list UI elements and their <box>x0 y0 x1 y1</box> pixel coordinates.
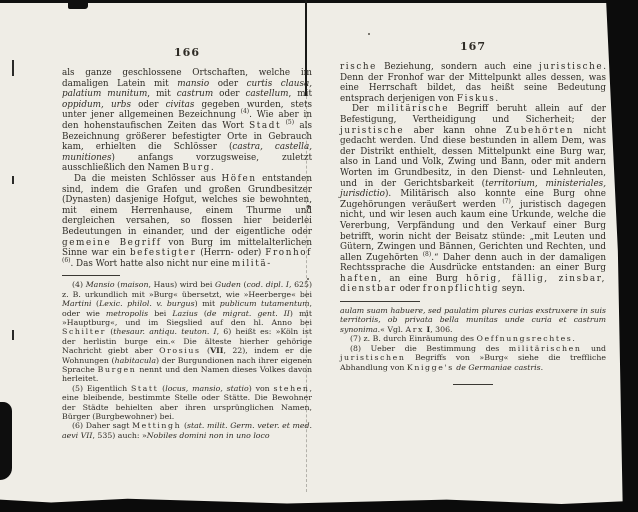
body-paragraph: rische Beziehung, sondern auch eine juristische. Denn der Fronhof war der Mittelpunkt alles dessen, was eine Herrschaft bildet, das heißt seine Bedeutung entsprach derjenigen von Fiskus. <box>340 62 606 104</box>
scan-edge-mark <box>12 60 14 76</box>
scan-edge-bottom <box>0 493 638 512</box>
footnote: (7) z. B. durch Einräumung des Oeffnungsrechtes. <box>350 334 575 344</box>
scan-blot-bottom-left <box>0 402 12 480</box>
section-end-rule <box>453 384 493 385</box>
body-paragraph: als ganze geschlossene Ortschaften, welche im damaligen Latein mit mansio oder curtis clausa, palatium munitum, mit castrum oder castellum, mit oppidum, urbs oder civitas gegeben wurden, stets unter jener allgemeinen Bezeichnung $^{(4)}$. Wie aber in den hohenstaufischen Zeiten das Wort Stadt $^{(5)}$ als Bezeichnung größerer befestigter Orte in Gebrauch kam, erhielten die Schlösser (castra, castella, munitiones) anfangs vorzugsweise, zuletzt ausschließlich den Namen Burg. <box>62 68 313 174</box>
footnote: (4) Mansio (maison, Haus) wird bei Guden (cod. dipl. I, 625) z. B. urkundlich mit »Burg« übersetzt, wie »Heerberge« bei Martini (Lexic. philol. v. burgus) mit publicum tutamentum, oder wie metropolis bei Lazius (de migrat. gent. II) mit »Hauptburg«, und im Siegslied auf den hl. Anno bei Schilter (thesaur. antiqu. teuton. I, 6) heißt es: »Köln ist der herlistin burge ein.« Die älteste hierher gehörige Nachricht giebt aber Orosius (VII, 22), indem er die Wohnungen (habitacula) der Burgundionen nach ihrer eigenen Sprache Burgen nennt und den Namen dieses Volkes davon herleitet. <box>62 280 312 384</box>
footnote: (5) Eigentlich Statt (locus, mansio, statio) von stehen, eine bleibende, bestimmte Stelle oder Stätte. Die Bewohner der Städte behielten aber ihren ursprünglichen Namen, Bürger (Burgbewohner) bei. <box>62 383 313 421</box>
page-left <box>62 46 312 440</box>
footnote: (8) Ueber die Bestimmung des militärischen und juristischen Begriffs von »Burg« siehe die treffliche Abhandlung von Knigge's de Germaniae castris. <box>340 343 607 372</box>
page-number-left: 166 <box>174 46 200 59</box>
footnote: (6) Daher sagt Mettingh (stat. milit. Germ. veter. et med. aevi VII, 535) auch: »Nobiles domini non in uno loco <box>62 421 312 440</box>
scan-edge-mark <box>12 176 14 184</box>
scan-edge-mark <box>12 330 14 340</box>
scan-edge-top <box>0 0 614 3</box>
body-paragraph: Da die meisten Schlösser aus Höfen entstanden sind, indem die Grafen und großen Grundbesitzer (Dynasten) dasjenige Hofgut, welches sie bewohnten, mit einem Herrenhause, einem Thurme und dergleichen versahen, so flossen hier beiderlei Bedeutungen in einander, und der eigentliche oder gemeine Begriff von Burg im mittelalterlichen Sinne war ein befestigter (Herrn- oder) Fronhof $^{(6)}$. Das Wort hatte also nicht nur eine militä- <box>62 173 313 269</box>
scan-speck <box>368 33 370 35</box>
body-paragraph: Der militärische Begriff beruht allein auf der Befestigung, Vertheidigung und Sicherheit; der juristische aber kann ohne Zubehörten nicht gedacht werden. Und diese bestunden in allem Dem, was der Distrikt enthielt, dessen Mittelpunkt eine Burg war, also in Land und Volk, Zwing und Bann, oder mit andern Worten im Grundbesitz, in den Dienst- und Lehnleuten, und in der Gerichtsbarkeit (territorium, ministeriales, jurisdictio). Militärisch also konnte eine Burg ohne Zugehörungen veräußert werden $^{(7)}$, juristisch dagegen nicht, und wir lesen auch kaum eine Urkunde, welche die Vererbung, Verpfändung und den Verkauf einer Burg betrifft, worin nicht der Beisatz stünde: „mit Leuten und Gütern, Zwingen und Bännen, Gerichten und Rechten, und allen Zugehörten $^{(8)}$.“ Daher denn auch in der damaligen Rechtssprache die Ausdrücke entstanden: an einer Burg haften, an eine Burg hörig, fällig, zinsbar, dienstbar oder fronpflichtig seyn. <box>340 104 606 295</box>
page-number-right: 167 <box>460 40 486 53</box>
scan-edge-top-notch <box>68 0 88 9</box>
footnote-continuation: aulam suam habuere, sed paulatim plures curias exstruxere in suis territoriis, ob privata bella munitas unde curia et castrum synonima.« Vgl. Arx I, 306. <box>340 306 606 334</box>
footnote-rule <box>340 301 420 302</box>
page-right <box>340 40 606 385</box>
footnote-rule <box>62 275 120 276</box>
